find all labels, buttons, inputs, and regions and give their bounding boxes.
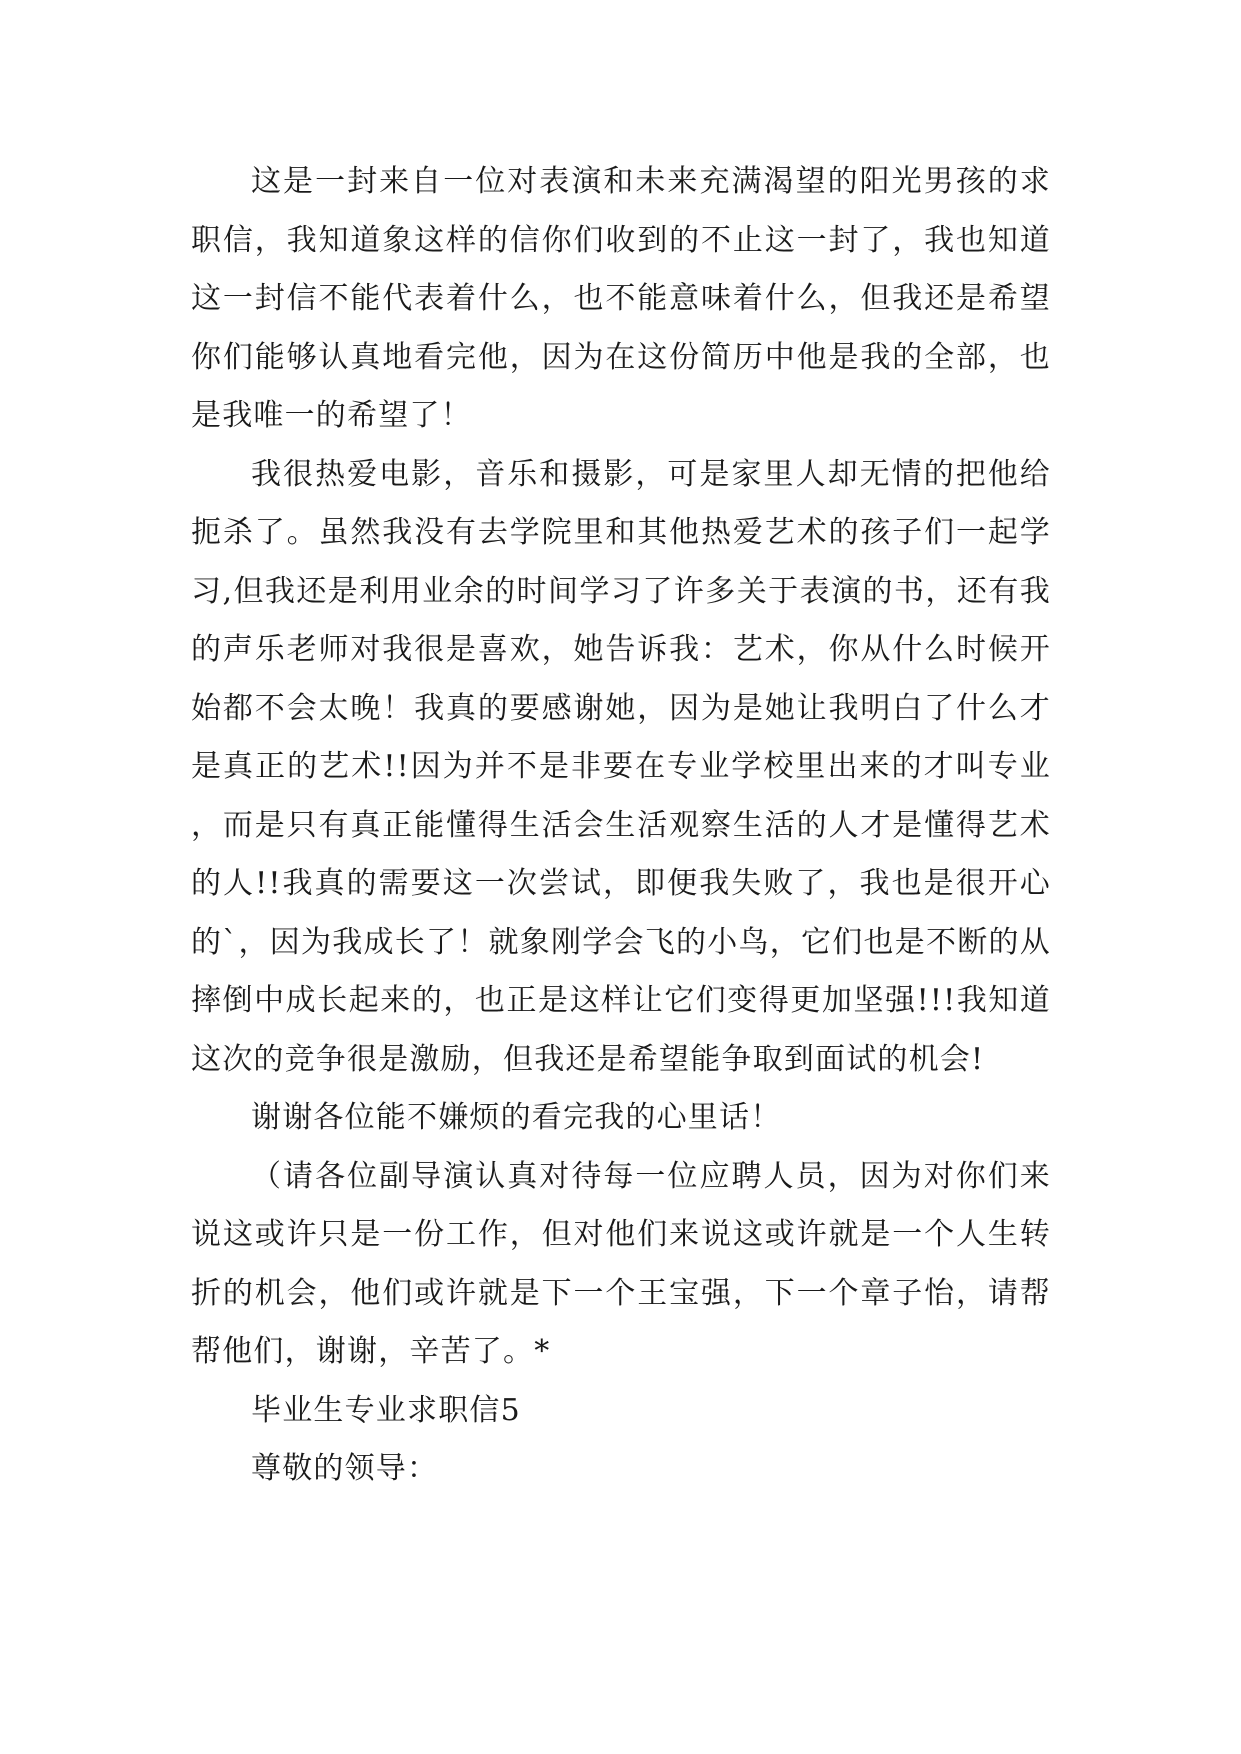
paragraph-note: （请各位副导演认真对待每一位应聘人员，因为对你们来说这或许只是一份工作，但对他们来说这或许就是一个人生转折的机会，他们或许就是下一个王宝强，下一个章子怡，请帮帮他们，谢谢，辛苦了。* (191, 1158, 1051, 1369)
salutation: 尊敬的领导： (251, 1451, 439, 1486)
paragraph-passion: 我很热爱电影，音乐和摄影，可是家里人却无情的把他给扼杀了。虽然我没有去学院里和其他热爱艺术的孩子们一起学习,但我还是利用业余的时间学习了许多关于表演的书，还有我的声乐老师对我很是喜欢，她告诉我：艺术，你从什么时候开始都不会太晚！我真的要感谢她，因为是她让我明白了什么才是真正的艺术!!因为并不是非要在专业学校里出来的才叫专业，而是只有真正能懂得生活会生活观察生活的人才是懂得艺术的人!!我真的需要这一次尝试，即便我失败了，我也是很开心的`，因为我成长了！就象刚学会飞的小鸟，它们也是不断的从摔倒中成长起来的，也正是这样让它们变得更加坚强!!!我知道这次的竞争很是激励，但我还是希望能争取到面试的机会! (191, 456, 1051, 1077)
paragraph-intro: 这是一封来自一位对表演和未来充满渴望的阳光男孩的求职信，我知道象这样的信你们收到的不止这一封了，我也知道这一封信不能代表着什么，也不能意味着什么，但我还是希望你们能够认真地看完他，因为在这份简历中他是我的全部，也是我唯一的希望了！ (191, 164, 1051, 433)
section-heading: 毕业生专业求职信5 (251, 1392, 521, 1428)
paragraph-thanks: 谢谢各位能不嫌烦的看完我的心里话！ (251, 1100, 782, 1135)
letter-body (191, 153, 1051, 1499)
